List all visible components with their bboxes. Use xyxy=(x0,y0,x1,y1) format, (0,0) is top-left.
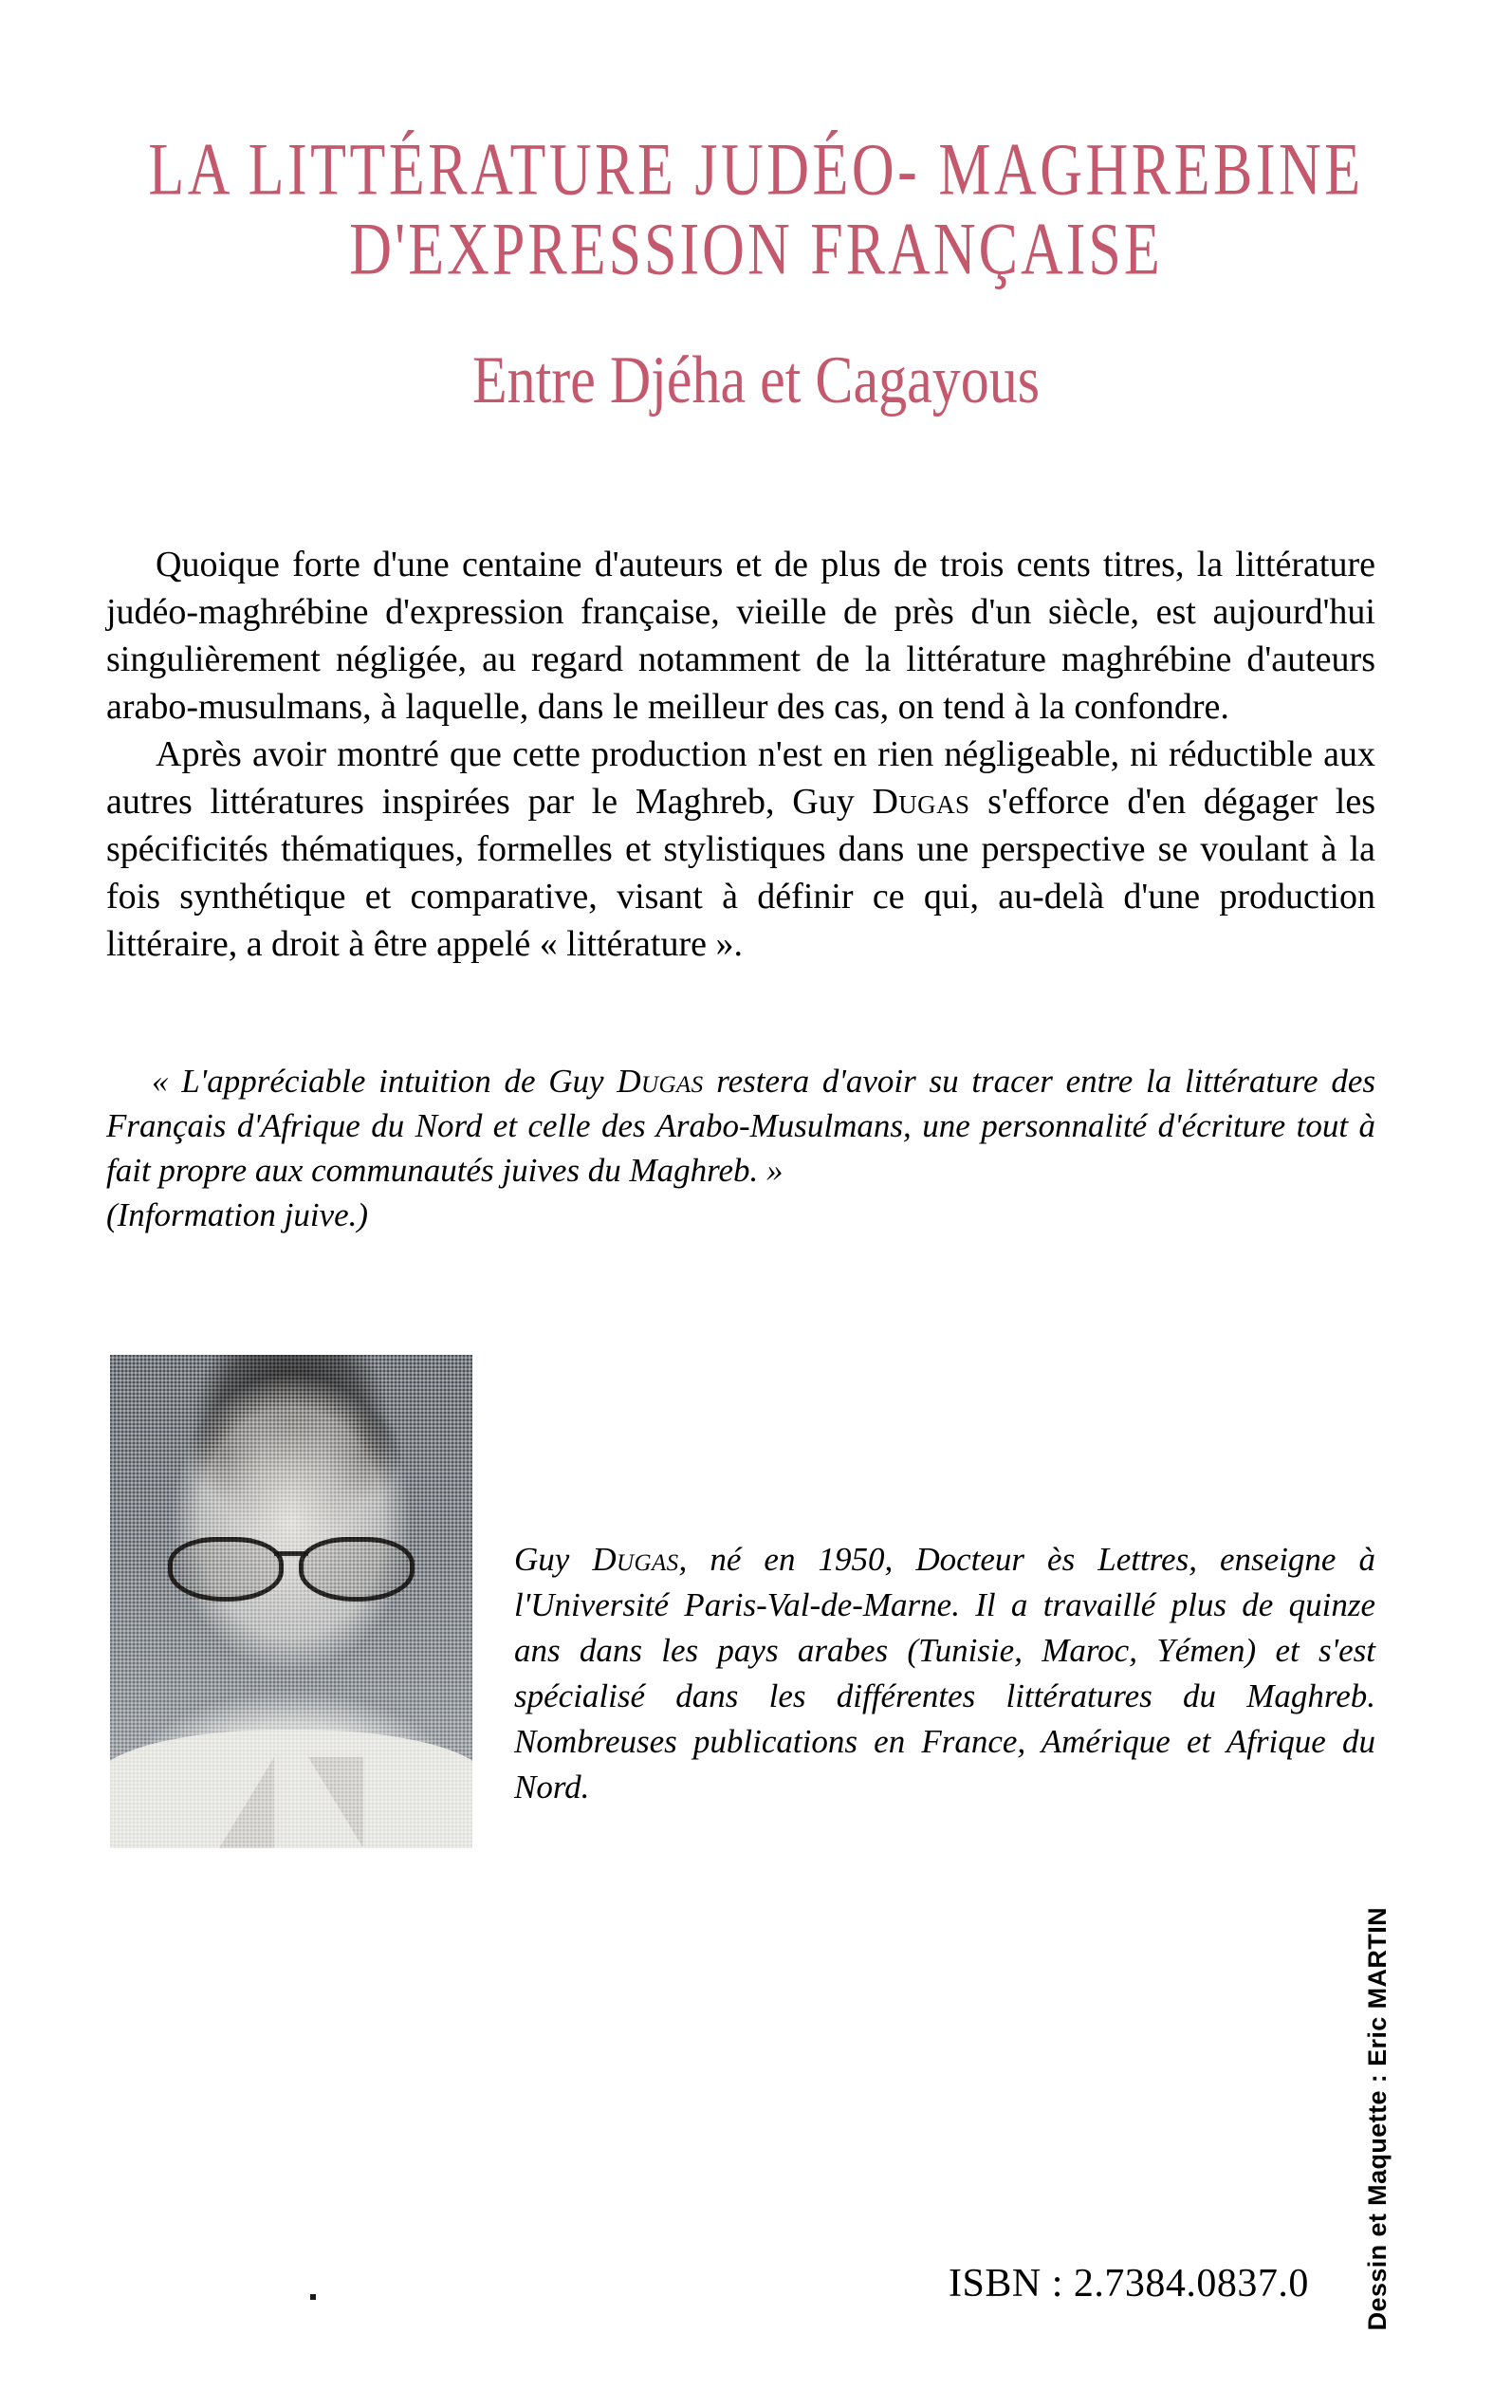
author-biography xyxy=(514,1537,1375,1810)
press-quote-text xyxy=(106,1059,1375,1193)
quote-before-name: « L'appréciable intuition de Guy xyxy=(152,1063,618,1100)
blurb-p2-before-name: Après avoir montré que cette production n'est en rien négligeable, ni réductible aux autres littératures inspirées par le Maghreb, Guy xyxy=(106,734,1375,822)
blurb-paragraph-2 xyxy=(106,731,1375,968)
bio-before-name: Guy xyxy=(514,1541,593,1578)
print-speck xyxy=(310,2294,316,2300)
cover-subtitle: Entre Djéha et Cagayous xyxy=(471,343,1041,417)
blurb-paragraph-1: Quoique forte d'une centaine d'auteurs et de plus de trois cents titres, la littérature judéo-maghrébine d'expression française, vieille de près d'un siècle, est aujourd'hui singulièrement négligée, au regard notamment de la littérature maghrébine d'auteurs arabo-musulmans, à laquelle, dans le meilleur des cas, on tend à la confondre. xyxy=(106,545,1375,727)
cover-title-block xyxy=(76,129,1436,290)
quote-after-name: restera d'avoir su tracer entre la littérature des Français d'Afrique du Nord et celle des Arabo-Musulmans, une personnalité d'écriture tout à fait propre aux communautés juives du Maghreb. » xyxy=(106,1063,1375,1189)
blurb-text xyxy=(106,541,1375,968)
author-biography-text xyxy=(514,1537,1375,1810)
bio-after-name: , né en 1950, Docteur ès Lettres, enseigne à l'Université Paris-Val-de-Marne. Il a travaillé plus de quinze ans dans les pays arabes (Tunisie, Maroc, Yémen) et s'est spécialisé dans les différentes littératures du Maghreb. Nombreuses publications en France, Amérique et Afrique du Nord. xyxy=(514,1541,1376,1806)
quote-author-name-smallcaps: Dugas xyxy=(617,1063,704,1100)
author-name-smallcaps: Dugas xyxy=(872,782,970,822)
press-quote-block xyxy=(106,1059,1375,1237)
author-portrait-photo xyxy=(110,1355,472,1848)
press-quote-source: (Information juive.) xyxy=(106,1196,369,1233)
blurb-p2-after-name: s'efforce d'en dégager les spécificités thématiques, formelles et stylistiques dans une perspective se voulant à la fois synthétique et comparative, visant à définir ce qui, au-delà d'une production littéraire, a droit à être appelé « littérature ». xyxy=(106,782,1375,964)
title-line-1: LA LITTÉRATURE JUDÉO- MAGHREBINE xyxy=(148,129,1364,211)
isbn-text: ISBN : 2.7384.0837.0 xyxy=(949,2262,1309,2306)
bio-author-name-smallcaps: Dugas xyxy=(592,1541,679,1578)
designer-credit: Dessin et Maquette : Eric MARTIN xyxy=(1363,1907,1392,2331)
title-line-2: D'EXPRESSION FRANÇAISE xyxy=(349,209,1163,290)
portrait-halftone-dots xyxy=(110,1355,472,1848)
